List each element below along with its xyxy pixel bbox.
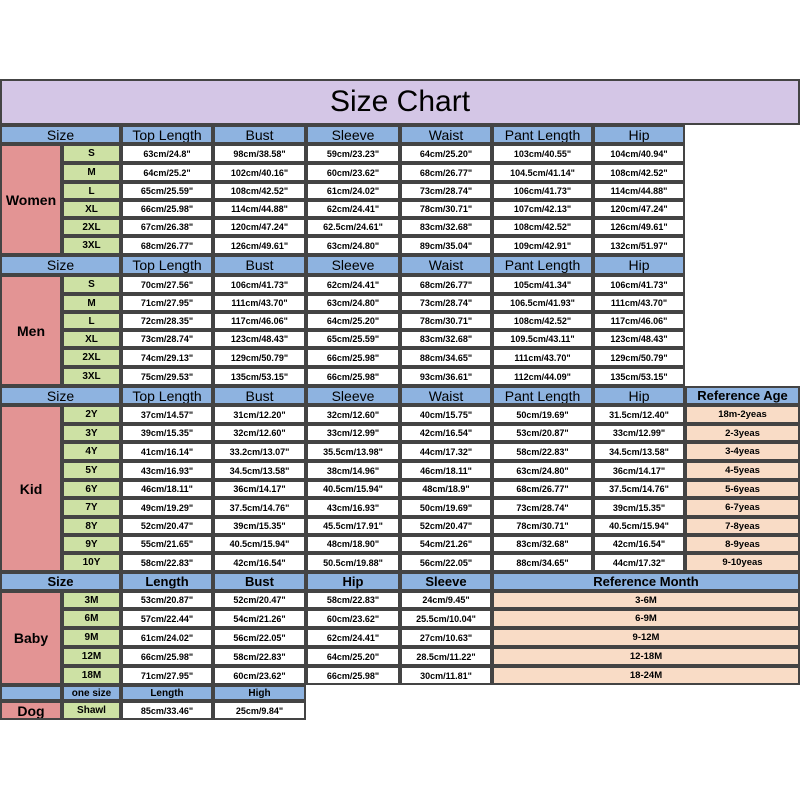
table-cell: 39cm/15.35" <box>213 517 306 535</box>
table-cell: 62cm/24.41" <box>306 200 400 218</box>
size-label: 2XL <box>62 218 121 236</box>
column-header: Length <box>121 572 213 591</box>
table-cell: 109cm/42.91" <box>492 236 593 255</box>
group-label: Dog <box>0 701 62 720</box>
table-cell: 71cm/27.95" <box>121 294 213 312</box>
column-header: Waist <box>400 386 492 405</box>
table-cell: 60cm/23.62" <box>306 163 400 182</box>
table-cell: 104.5cm/41.14" <box>492 163 593 182</box>
table-cell: 35.5cm/13.98" <box>306 442 400 461</box>
size-label: XL <box>62 200 121 218</box>
table-cell: 52cm/20.47" <box>121 517 213 535</box>
table-cell: 52cm/20.47" <box>400 517 492 535</box>
column-header: Hip <box>593 255 685 275</box>
table-cell: 85cm/33.46" <box>121 701 213 720</box>
table-cell: 37cm/14.57" <box>121 405 213 424</box>
table-cell: 58cm/22.83" <box>492 442 593 461</box>
reference-cell: 4-5yeas <box>685 461 800 480</box>
table-cell: 54cm/21.26" <box>213 609 306 628</box>
table-cell: 129cm/50.79" <box>593 348 685 367</box>
table-cell: 50cm/19.69" <box>400 498 492 517</box>
size-label: S <box>62 144 121 163</box>
column-header: Sleeve <box>306 255 400 275</box>
table-cell: 83cm/32.68" <box>400 218 492 236</box>
table-cell: 70cm/27.56" <box>121 275 213 294</box>
table-cell: 45.5cm/17.91" <box>306 517 400 535</box>
table-cell: 49cm/19.29" <box>121 498 213 517</box>
size-column-header: one size <box>62 685 121 701</box>
table-cell: 126cm/49.61" <box>593 218 685 236</box>
table-cell: 24cm/9.45" <box>400 591 492 609</box>
column-header: Top Length <box>121 255 213 275</box>
table-cell: 59cm/23.23" <box>306 144 400 163</box>
table-cell: 52cm/20.47" <box>213 591 306 609</box>
group-label: Women <box>0 144 62 255</box>
table-cell: 48cm/18.9" <box>400 480 492 498</box>
size-label: 2Y <box>62 405 121 424</box>
table-cell: 62cm/24.41" <box>306 628 400 647</box>
column-header: High <box>213 685 306 701</box>
group-cell-header <box>0 685 62 701</box>
column-header: Top Length <box>121 386 213 405</box>
table-cell: 46cm/18.11" <box>121 480 213 498</box>
table-cell: 64cm/25.2" <box>121 163 213 182</box>
size-label: 12M <box>62 647 121 666</box>
table-cell: 40cm/15.75" <box>400 405 492 424</box>
table-cell: 66cm/25.98" <box>306 348 400 367</box>
table-cell: 123cm/48.43" <box>213 330 306 348</box>
table-cell: 56cm/22.05" <box>400 553 492 572</box>
table-cell: 60cm/23.62" <box>306 609 400 628</box>
reference-cell: 8-9yeas <box>685 535 800 553</box>
table-cell: 63cm/24.80" <box>306 294 400 312</box>
table-cell: 78cm/30.71" <box>400 200 492 218</box>
table-cell: 58cm/22.83" <box>306 591 400 609</box>
table-cell: 56cm/22.05" <box>213 628 306 647</box>
size-label: Shawl <box>62 701 121 720</box>
reference-cell: 12-18M <box>492 647 800 666</box>
reference-cell: 18m-2yeas <box>685 405 800 424</box>
table-cell: 44cm/17.32" <box>400 442 492 461</box>
reference-cell: 7-8yeas <box>685 517 800 535</box>
table-cell: 68cm/26.77" <box>492 480 593 498</box>
size-label: 6Y <box>62 480 121 498</box>
column-header: Hip <box>593 386 685 405</box>
table-cell: 73cm/28.74" <box>400 294 492 312</box>
size-column-header: Size <box>0 125 121 144</box>
table-cell: 60cm/23.62" <box>213 666 306 685</box>
table-cell: 107cm/42.13" <box>492 200 593 218</box>
table-cell: 39cm/15.35" <box>121 424 213 442</box>
table-cell: 27cm/10.63" <box>400 628 492 647</box>
table-cell: 32cm/12.60" <box>213 424 306 442</box>
table-cell: 106cm/41.73" <box>213 275 306 294</box>
size-label: S <box>62 275 121 294</box>
table-cell: 67cm/26.38" <box>121 218 213 236</box>
chart-title: Size Chart <box>0 79 800 125</box>
table-cell: 88cm/34.65" <box>400 348 492 367</box>
size-label: M <box>62 294 121 312</box>
table-cell: 117cm/46.06" <box>593 312 685 330</box>
table-cell: 38cm/14.96" <box>306 461 400 480</box>
column-header: Waist <box>400 255 492 275</box>
table-cell: 33cm/12.99" <box>306 424 400 442</box>
table-cell: 36cm/14.17" <box>593 461 685 480</box>
table-cell: 64cm/25.20" <box>306 647 400 666</box>
table-cell: 135cm/53.15" <box>213 367 306 386</box>
table-cell: 33.2cm/13.07" <box>213 442 306 461</box>
size-label: 3XL <box>62 367 121 386</box>
column-header: Pant Length <box>492 386 593 405</box>
table-cell: 66cm/25.98" <box>121 647 213 666</box>
table-cell: 55cm/21.65" <box>121 535 213 553</box>
table-cell: 132cm/51.97" <box>593 236 685 255</box>
column-header: Top Length <box>121 125 213 144</box>
table-cell: 68cm/26.77" <box>400 163 492 182</box>
column-header: Hip <box>593 125 685 144</box>
column-header: Bust <box>213 125 306 144</box>
size-label: 7Y <box>62 498 121 517</box>
column-header: Pant Length <box>492 255 593 275</box>
reference-cell: 5-6yeas <box>685 480 800 498</box>
size-label: 9Y <box>62 535 121 553</box>
reference-cell: 3-6M <box>492 591 800 609</box>
table-cell: 129cm/50.79" <box>213 348 306 367</box>
table-cell: 63cm/24.8" <box>121 144 213 163</box>
table-cell: 114cm/44.88" <box>593 182 685 200</box>
column-header: Sleeve <box>306 125 400 144</box>
table-cell: 42cm/16.54" <box>400 424 492 442</box>
table-cell: 108cm/42.52" <box>593 163 685 182</box>
table-cell: 40.5cm/15.94" <box>593 517 685 535</box>
table-cell: 106cm/41.73" <box>593 275 685 294</box>
table-cell: 108cm/42.52" <box>492 218 593 236</box>
size-label: 10Y <box>62 553 121 572</box>
table-cell: 63cm/24.80" <box>492 461 593 480</box>
size-label: 3M <box>62 591 121 609</box>
table-cell: 42cm/16.54" <box>593 535 685 553</box>
table-cell: 62.5cm/24.61" <box>306 218 400 236</box>
table-cell: 58cm/22.83" <box>213 647 306 666</box>
reference-header: Reference Month <box>492 572 800 591</box>
table-cell: 40.5cm/15.94" <box>306 480 400 498</box>
column-header: Waist <box>400 125 492 144</box>
table-cell: 32cm/12.60" <box>306 405 400 424</box>
column-header: Hip <box>306 572 400 591</box>
table-cell: 126cm/49.61" <box>213 236 306 255</box>
table-cell: 114cm/44.88" <box>213 200 306 218</box>
table-cell: 66cm/25.98" <box>306 367 400 386</box>
table-cell: 109.5cm/43.11" <box>492 330 593 348</box>
table-cell: 73cm/28.74" <box>492 498 593 517</box>
column-header: Pant Length <box>492 125 593 144</box>
table-cell: 89cm/35.04" <box>400 236 492 255</box>
reference-cell: 9-10yeas <box>685 553 800 572</box>
table-cell: 31.5cm/12.40" <box>593 405 685 424</box>
table-cell: 64cm/25.20" <box>400 144 492 163</box>
table-cell: 50cm/19.69" <box>492 405 593 424</box>
table-cell: 31cm/12.20" <box>213 405 306 424</box>
table-cell: 83cm/32.68" <box>492 535 593 553</box>
table-cell: 39cm/15.35" <box>593 498 685 517</box>
table-cell: 83cm/32.68" <box>400 330 492 348</box>
table-cell: 106cm/41.73" <box>492 182 593 200</box>
table-cell: 54cm/21.26" <box>400 535 492 553</box>
table-cell: 64cm/25.20" <box>306 312 400 330</box>
reference-cell: 6-7yeas <box>685 498 800 517</box>
table-cell: 66cm/25.98" <box>121 200 213 218</box>
size-label: L <box>62 182 121 200</box>
group-label: Baby <box>0 591 62 685</box>
size-column-header: Size <box>0 572 121 591</box>
reference-cell: 18-24M <box>492 666 800 685</box>
table-cell: 61cm/24.02" <box>121 628 213 647</box>
table-cell: 88cm/34.65" <box>492 553 593 572</box>
reference-cell: 2-3yeas <box>685 424 800 442</box>
table-cell: 98cm/38.58" <box>213 144 306 163</box>
table-cell: 120cm/47.24" <box>593 200 685 218</box>
column-header: Sleeve <box>306 386 400 405</box>
table-cell: 37.5cm/14.76" <box>213 498 306 517</box>
table-cell: 111cm/43.70" <box>593 294 685 312</box>
table-cell: 78cm/30.71" <box>492 517 593 535</box>
table-cell: 108cm/42.52" <box>213 182 306 200</box>
table-cell: 46cm/18.11" <box>400 461 492 480</box>
table-cell: 53cm/20.87" <box>492 424 593 442</box>
table-cell: 33cm/12.99" <box>593 424 685 442</box>
table-cell: 66cm/25.98" <box>306 666 400 685</box>
reference-cell: 6-9M <box>492 609 800 628</box>
table-cell: 37.5cm/14.76" <box>593 480 685 498</box>
table-cell: 28.5cm/11.22" <box>400 647 492 666</box>
size-label: 8Y <box>62 517 121 535</box>
table-cell: 106.5cm/41.93" <box>492 294 593 312</box>
table-cell: 30cm/11.81" <box>400 666 492 685</box>
table-cell: 112cm/44.09" <box>492 367 593 386</box>
table-cell: 65cm/25.59" <box>306 330 400 348</box>
table-cell: 108cm/42.52" <box>492 312 593 330</box>
table-cell: 68cm/26.77" <box>400 275 492 294</box>
table-cell: 57cm/22.44" <box>121 609 213 628</box>
table-cell: 43cm/16.93" <box>306 498 400 517</box>
table-cell: 63cm/24.80" <box>306 236 400 255</box>
reference-cell: 9-12M <box>492 628 800 647</box>
table-cell: 41cm/16.14" <box>121 442 213 461</box>
size-label: M <box>62 163 121 182</box>
table-cell: 65cm/25.59" <box>121 182 213 200</box>
table-cell: 105cm/41.34" <box>492 275 593 294</box>
column-header: Bust <box>213 386 306 405</box>
table-cell: 25cm/9.84" <box>213 701 306 720</box>
size-label: XL <box>62 330 121 348</box>
table-cell: 74cm/29.13" <box>121 348 213 367</box>
table-cell: 62cm/24.41" <box>306 275 400 294</box>
table-cell: 61cm/24.02" <box>306 182 400 200</box>
size-label: 3XL <box>62 236 121 255</box>
table-cell: 73cm/28.74" <box>121 330 213 348</box>
size-label: 18M <box>62 666 121 685</box>
column-header: Bust <box>213 255 306 275</box>
table-cell: 117cm/46.06" <box>213 312 306 330</box>
table-cell: 102cm/40.16" <box>213 163 306 182</box>
group-label: Men <box>0 275 62 386</box>
table-cell: 135cm/53.15" <box>593 367 685 386</box>
table-cell: 104cm/40.94" <box>593 144 685 163</box>
table-cell: 123cm/48.43" <box>593 330 685 348</box>
table-cell: 72cm/28.35" <box>121 312 213 330</box>
size-column-header: Size <box>0 255 121 275</box>
table-cell: 36cm/14.17" <box>213 480 306 498</box>
table-cell: 111cm/43.70" <box>492 348 593 367</box>
table-cell: 34.5cm/13.58" <box>593 442 685 461</box>
column-header: Bust <box>213 572 306 591</box>
table-cell: 34.5cm/13.58" <box>213 461 306 480</box>
table-cell: 50.5cm/19.88" <box>306 553 400 572</box>
table-cell: 68cm/26.77" <box>121 236 213 255</box>
table-cell: 75cm/29.53" <box>121 367 213 386</box>
size-label: 5Y <box>62 461 121 480</box>
size-label: 9M <box>62 628 121 647</box>
column-header: Length <box>121 685 213 701</box>
table-cell: 120cm/47.24" <box>213 218 306 236</box>
table-cell: 25.5cm/10.04" <box>400 609 492 628</box>
table-cell: 48cm/18.90" <box>306 535 400 553</box>
size-label: 3Y <box>62 424 121 442</box>
table-cell: 111cm/43.70" <box>213 294 306 312</box>
table-cell: 78cm/30.71" <box>400 312 492 330</box>
group-label: Kid <box>0 405 62 572</box>
table-cell: 58cm/22.83" <box>121 553 213 572</box>
size-label: 2XL <box>62 348 121 367</box>
table-cell: 42cm/16.54" <box>213 553 306 572</box>
size-label: 4Y <box>62 442 121 461</box>
size-label: L <box>62 312 121 330</box>
table-cell: 43cm/16.93" <box>121 461 213 480</box>
column-header: Sleeve <box>400 572 492 591</box>
table-cell: 73cm/28.74" <box>400 182 492 200</box>
table-cell: 44cm/17.32" <box>593 553 685 572</box>
table-cell: 93cm/36.61" <box>400 367 492 386</box>
reference-cell: 3-4yeas <box>685 442 800 461</box>
table-cell: 71cm/27.95" <box>121 666 213 685</box>
size-column-header: Size <box>0 386 121 405</box>
reference-header: Reference Age <box>685 386 800 405</box>
size-label: 6M <box>62 609 121 628</box>
table-cell: 40.5cm/15.94" <box>213 535 306 553</box>
table-cell: 103cm/40.55" <box>492 144 593 163</box>
table-cell: 53cm/20.87" <box>121 591 213 609</box>
